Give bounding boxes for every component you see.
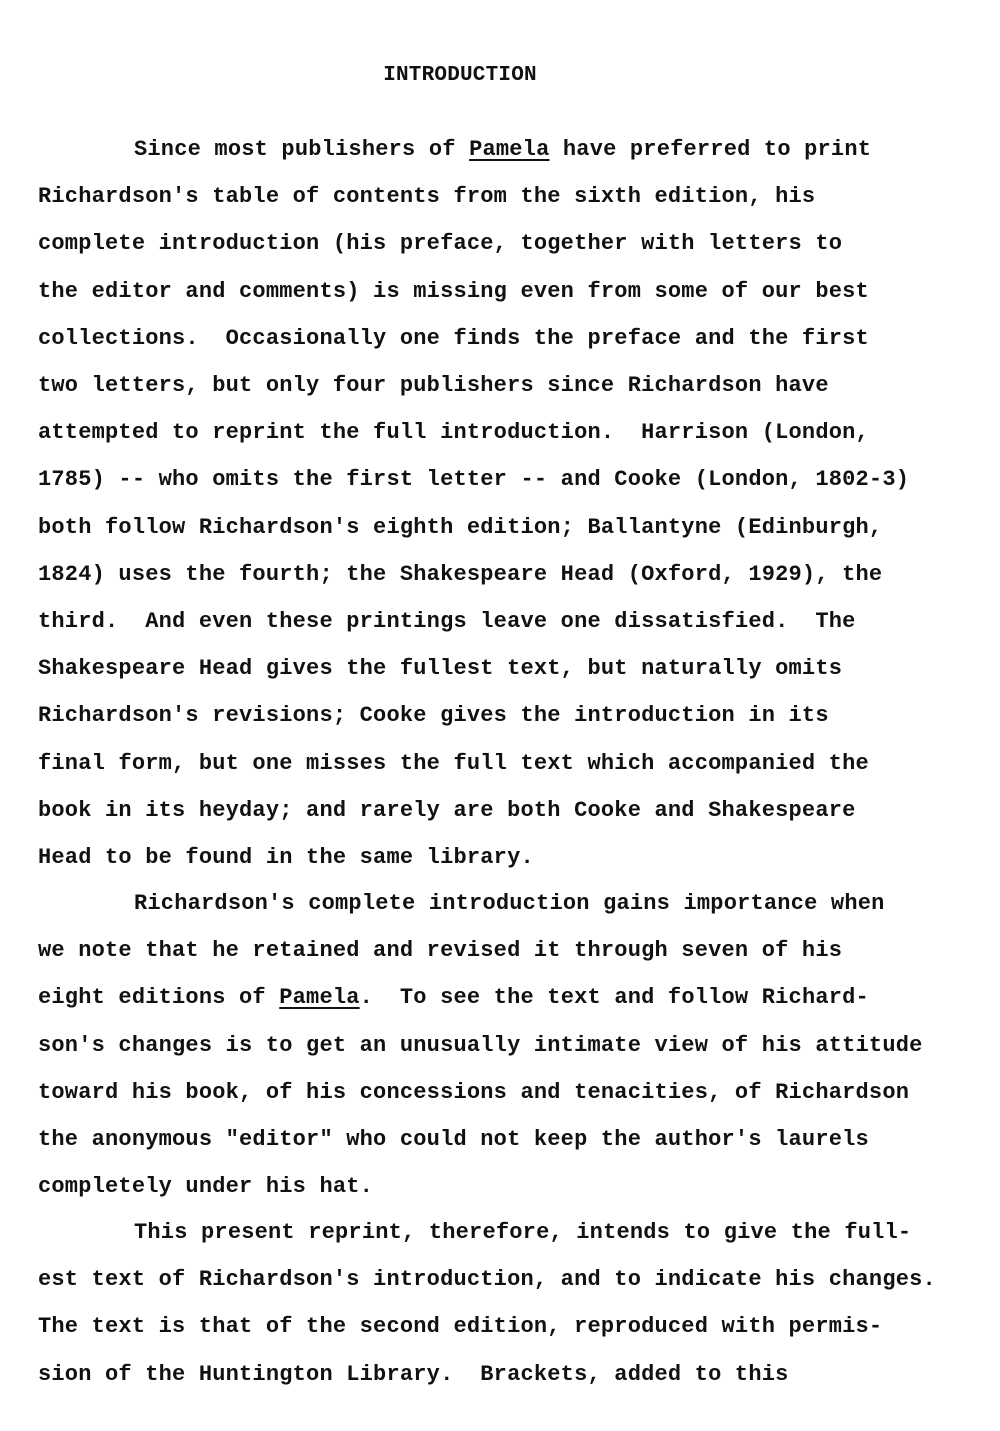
text-segment: final form, but one misses the full text which accompanied the — [38, 750, 869, 776]
text-line — [38, 278, 869, 306]
text-segment: eight editions of — [38, 985, 280, 1011]
text-segment: we note that he retained and revised it through seven of his — [38, 938, 843, 964]
text-segment: est text of Richardson's introduction, and to indicate his changes. — [38, 1267, 936, 1293]
text-segment: both follow Richardson's eighth edition; Ballantyne (Edinburgh, — [38, 514, 883, 540]
text-line — [38, 325, 869, 353]
text-segment: book in its heyday; and rarely are both Cooke and Shakespeare — [38, 797, 856, 823]
page-title: INTRODUCTION — [383, 64, 537, 87]
text-segment: third. And even these printings leave one dissatisfied. The — [38, 609, 856, 634]
text-line — [38, 844, 534, 872]
text-segment: two letters, but only four publishers since Richardson have — [38, 373, 829, 398]
text-segment: the anonymous "editor" who could not keep the author's laurels — [38, 1127, 869, 1152]
text-segment: 1824) uses the fourth; the Shakespeare Head (Oxford, 1929), the — [38, 561, 883, 587]
text-segment: Since most publishers of — [134, 137, 470, 162]
text-line — [38, 514, 882, 542]
text-line — [38, 1126, 869, 1154]
book-title-underlined: Pamela — [469, 137, 550, 162]
text-segment: toward his book, of his concessions and tenacities, of Richardson — [38, 1079, 910, 1105]
text-segment: This present reprint, therefore, intends to give the full- — [134, 1220, 912, 1245]
text-line — [38, 183, 815, 211]
text-segment: sion of the Huntington Library. Brackets, added to this — [38, 1361, 789, 1387]
text-segment: 1785) -- who omits the first letter -- and Cooke (London, 1802-3) — [38, 467, 910, 493]
text-line — [38, 419, 869, 447]
paragraph-first-line — [134, 890, 885, 918]
text-line — [38, 1361, 789, 1389]
text-segment: Head to be found in the same library. — [38, 845, 534, 870]
text-segment: have preferred to print — [549, 137, 872, 162]
text-line — [38, 984, 869, 1012]
text-line — [38, 608, 856, 636]
text-segment: Shakespeare Head gives the fullest text, but naturally omits — [38, 656, 843, 682]
text-segment: complete introduction (his preface, together with letters to — [38, 231, 843, 257]
text-line — [38, 466, 909, 494]
text-line — [38, 655, 842, 683]
text-line — [38, 937, 842, 965]
text-line — [38, 561, 882, 589]
text-line — [38, 1266, 936, 1294]
text-segment: son's changes is to get an unusually intimate view of his attitude — [38, 1032, 923, 1058]
text-segment: Richardson's complete introduction gains importance when — [134, 891, 885, 916]
text-line — [38, 797, 856, 825]
text-line — [38, 372, 829, 400]
paragraph-first-line — [134, 1219, 911, 1247]
text-line — [38, 702, 829, 730]
text-line — [38, 1313, 882, 1341]
text-segment: completely under his hat. — [38, 1174, 374, 1200]
text-segment: . To see the text and follow Richard- — [359, 985, 869, 1011]
text-segment: attempted to reprint the full introduction. Harrison (London, — [38, 420, 869, 446]
text-line — [38, 1173, 373, 1201]
text-segment: the editor and comments) is missing even from some of our best — [38, 278, 869, 304]
book-title-underlined: Pamela — [279, 985, 360, 1011]
text-segment: Richardson's revisions; Cooke gives the introduction in its — [38, 703, 829, 729]
text-line — [38, 1032, 923, 1060]
text-segment: Richardson's table of contents from the sixth edition, his — [38, 184, 816, 210]
text-line — [38, 230, 842, 258]
text-segment: The text is that of the second edition, reproduced with permis- — [38, 1314, 883, 1340]
text-line — [38, 750, 869, 778]
text-segment: collections. Occasionally one finds the preface and the first — [38, 325, 869, 351]
text-line — [38, 1079, 909, 1107]
paragraph-first-line — [134, 136, 871, 164]
